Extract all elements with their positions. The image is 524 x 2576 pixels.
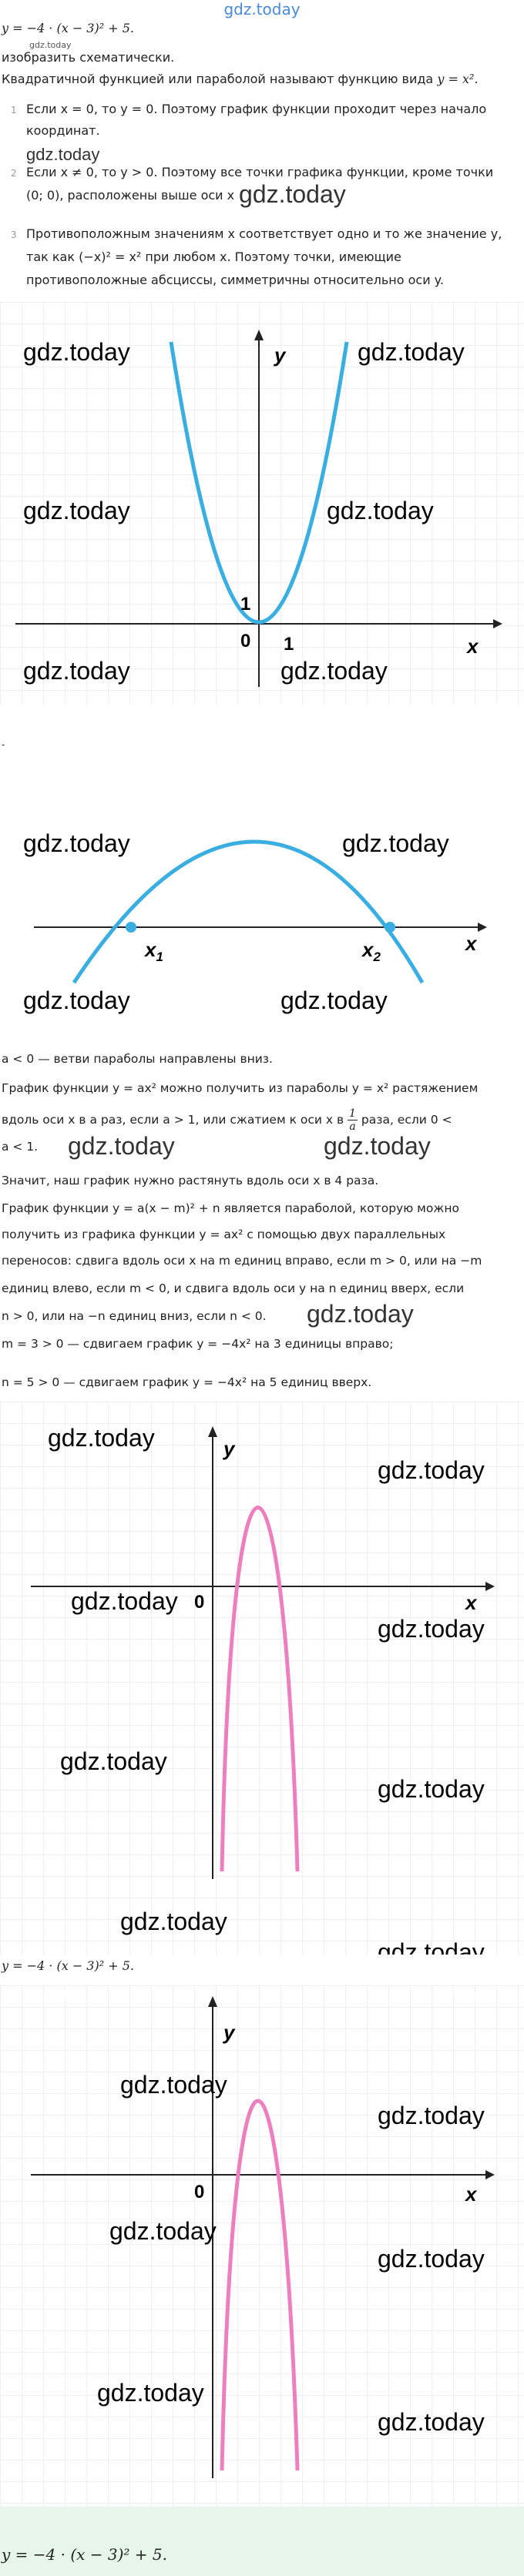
graph1-watermark-2: gdz.today xyxy=(358,338,465,366)
graph3-watermark-5: gdz.today xyxy=(60,1747,167,1775)
graph3-x-arrow xyxy=(485,1582,495,1591)
definition-formula: y = x². xyxy=(437,72,479,86)
graph1-tick-x: 1 xyxy=(284,634,294,655)
item-1-line1: Если x = 0, то y = 0. Поэтому график функции проходит через начало xyxy=(26,102,487,116)
graph2-parabola xyxy=(74,842,422,983)
graph3-watermark-3: gdz.today xyxy=(71,1587,178,1615)
graph3-y-label: y xyxy=(223,1437,235,1460)
graph2-watermark-1: gdz.today xyxy=(23,829,130,857)
explanation-line-4: a < 1. xyxy=(2,1140,39,1154)
graph1-y-label: y xyxy=(274,343,286,367)
definition-prefix: Квадратичной функцией или параболой называют функцию вида xyxy=(2,72,438,86)
graph1-x-arrow xyxy=(493,619,502,628)
graph3-origin: 0 xyxy=(194,1592,205,1613)
item-number-2: 2 xyxy=(11,168,17,179)
explanation-watermark-2: gdz.today xyxy=(324,1132,431,1160)
graph1-watermark-6: gdz.today xyxy=(280,657,388,685)
item-number-3: 3 xyxy=(11,229,17,240)
graph4-y-arrow xyxy=(208,1996,217,2007)
graph3-svg xyxy=(0,1402,524,1955)
graph4-x-arrow xyxy=(485,2170,495,2179)
graph4-watermark-4: gdz.today xyxy=(378,2245,485,2273)
explanation-fraction: $\frac{1}{a}$ xyxy=(349,1107,356,1133)
graph4-watermark-8: gdz.today xyxy=(447,1988,494,2000)
definition-text xyxy=(2,69,478,89)
formula-bottom: y = −4 · (x − 3)² + 5. xyxy=(2,2545,167,2564)
explanation-line-10: n > 0, или на −n единиц вниз, если n < 0. xyxy=(2,1309,267,1323)
watermark-item1: gdz.today xyxy=(26,145,100,164)
graph1-x-label: x xyxy=(467,635,479,658)
item-1-line2: координат. xyxy=(26,123,100,138)
graph1-watermark-4: gdz.today xyxy=(327,497,434,524)
graph3-watermark-7: gdz.today xyxy=(120,1908,227,1935)
header-watermark: gdz.today xyxy=(223,0,301,18)
graph1-area xyxy=(0,302,524,705)
explanation-line-8: переносов: сдвига вдоль оси x на m единиц вправо, если m > 0, или на −m xyxy=(2,1254,482,1268)
graph1-tick-y: 1 xyxy=(240,594,251,615)
explanation-line-9: единиц влево, если m < 0, и сдвига вдоль оси y на n единиц вверх, если xyxy=(2,1281,465,1295)
item-number-1: 1 xyxy=(11,105,17,116)
watermark-small: gdz.today xyxy=(29,40,72,50)
explanation-line-12: n = 5 > 0 — сдвигаем график y = −4x² на 5 единиц вверх. xyxy=(2,1375,372,1389)
formula-mid: y = −4 · (x − 3)² + 5. xyxy=(2,1958,134,1973)
explanation-line-1: a < 0 — ветви параболы направлены вниз. xyxy=(2,1052,273,1066)
graph4-watermark-1: gdz.today xyxy=(120,2071,227,2099)
explanation-line-2: График функции y = ax² можно получить из параболы y = x² растяжением xyxy=(2,1081,479,1095)
watermark-item2: gdz.today xyxy=(239,180,346,208)
graph4-watermark-5: gdz.today xyxy=(97,2379,204,2407)
graph2-dot-mark: - xyxy=(2,739,5,750)
graph1-svg xyxy=(0,302,524,705)
item-3-line3: противоположные абсциссы, симметричны относительно оси y. xyxy=(26,273,444,287)
graph2-area xyxy=(0,778,524,1032)
graph2-watermark-2: gdz.today xyxy=(342,829,449,857)
graph4-area xyxy=(0,1985,524,2507)
graph2-root2-label: $x_2$ xyxy=(362,938,381,964)
graph1-watermark-1: gdz.today xyxy=(23,338,130,366)
graph3-y-arrow xyxy=(208,1426,217,1437)
explanation-line-3a: вдоль оси x в a раз, если a > 1, или сжатием к оси x в xyxy=(2,1113,348,1127)
graph4-origin: 0 xyxy=(194,2182,205,2202)
graph4-svg xyxy=(0,1985,524,2507)
graph4-watermark-7: gdz.today xyxy=(31,1988,78,2000)
graph3-watermark-4: gdz.today xyxy=(378,1615,485,1643)
explanation-line-3 xyxy=(2,1107,452,1133)
item-3-line2: так как (−x)² = x² при любом x. Поэтому точки, имеющие xyxy=(26,250,401,264)
graph2-watermark-4: gdz.today xyxy=(280,987,388,1014)
graph4-y-label: y xyxy=(223,2021,235,2044)
graph1-origin: 0 xyxy=(240,631,251,652)
graph2-root1-point xyxy=(126,922,136,933)
graph4-watermark-2: gdz.today xyxy=(378,2102,485,2129)
graph4-x-label: x xyxy=(465,2182,477,2206)
graph1-watermark-5: gdz.today xyxy=(23,657,130,685)
graph2-watermark-3: gdz.today xyxy=(23,987,130,1014)
graph3-watermark-6: gdz.today xyxy=(378,1775,485,1803)
graph2-x-arrow xyxy=(478,923,487,932)
graph3-parabola xyxy=(222,1508,297,1872)
graph4-parabola xyxy=(222,2101,297,2470)
explanation-watermark-3: gdz.today xyxy=(307,1300,414,1328)
graph2-x-label: x xyxy=(465,932,477,955)
answer-band xyxy=(0,2507,524,2576)
item-2-line1: Если x ≠ 0, то y > 0. Поэтому все точки графика функции, кроме точки xyxy=(26,165,494,179)
item-2-line2: (0; 0), расположены выше оси x xyxy=(26,188,235,203)
graph3-x-label: x xyxy=(465,1591,477,1614)
explanation-watermark-1: gdz.today xyxy=(68,1132,175,1160)
graph4-watermark-6: gdz.today xyxy=(378,2408,485,2436)
graph2-root2-point xyxy=(385,922,395,933)
explanation-line-5: Значит, наш график нужно растянуть вдоль оси x в 4 раза. xyxy=(2,1174,379,1188)
graph1-watermark-3: gdz.today xyxy=(23,497,130,524)
graph3-watermark-2: gdz.today xyxy=(378,1456,485,1484)
explanation-line-6: График функции y = a(x − m)² + n является параболой, которую можно xyxy=(2,1201,459,1215)
instruction-text: изобразить схематически. xyxy=(2,50,175,65)
graph3-area xyxy=(0,1402,524,1955)
graph3-watermark-8: gdz.today xyxy=(378,1938,485,1955)
graph2-root1-label: $x_1$ xyxy=(145,938,163,964)
graph2-svg xyxy=(0,778,524,1032)
graph1-y-arrow xyxy=(254,330,264,340)
item-3-line1: Противоположным значениям x соответствует одно и то же значение y, xyxy=(26,226,502,241)
explanation-line-3b: раза, если 0 < xyxy=(357,1113,452,1127)
explanation-line-11: m = 3 > 0 — сдвигаем график y = −4x² на 3 единицы вправо; xyxy=(2,1337,394,1351)
graph3-watermark-1: gdz.today xyxy=(48,1424,155,1452)
formula-top: y = −4 · (x − 3)² + 5. xyxy=(2,21,134,35)
graph4-watermark-3: gdz.today xyxy=(109,2217,217,2245)
explanation-line-7: получить из графика функции y = ax² с помощью двух параллельных xyxy=(2,1228,446,1241)
